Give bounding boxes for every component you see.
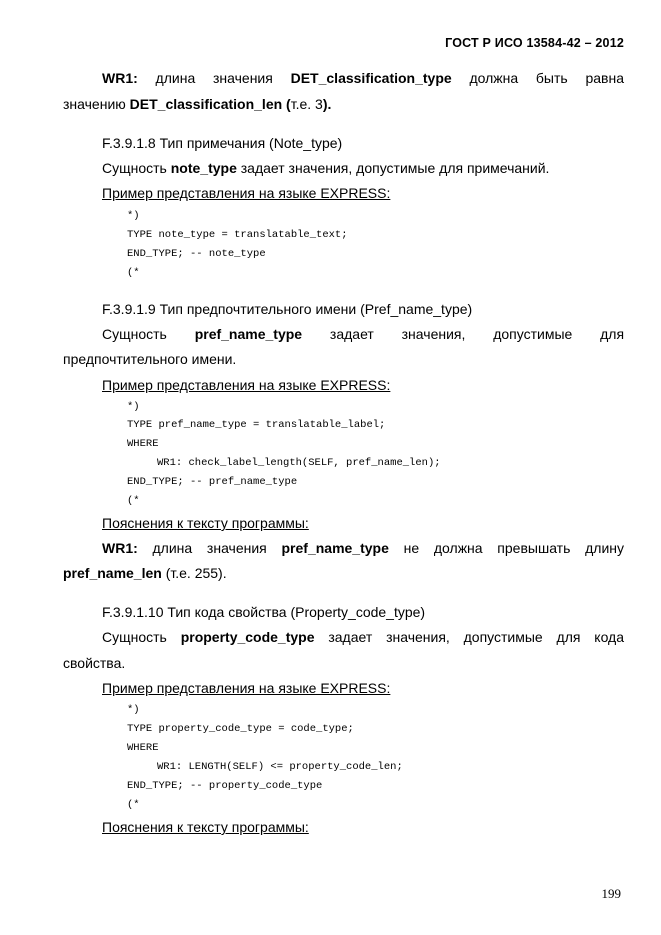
explanation-label: Пояснения к тексту программы:: [102, 515, 309, 531]
wr1-det-paragraph-line2: значению DET_classification_len (т.е. 3).: [63, 96, 332, 112]
code-line: (*: [127, 495, 140, 507]
code-line: WHERE: [127, 438, 159, 450]
standard-header: ГОСТ Р ИСО 13584-42 – 2012: [445, 36, 624, 50]
section-heading-note-type: F.3.9.1.8 Тип примечания (Note_type): [102, 135, 343, 151]
code-line: TYPE note_type = translatable_text;: [127, 229, 348, 241]
page-number: 199: [601, 886, 621, 901]
pref-name-type-term: pref_name_type: [281, 540, 389, 556]
det-classification-len-term: DET_classification_len: [129, 96, 283, 112]
explanation-label: Пояснения к тексту программы:: [102, 819, 309, 835]
property-code-type-term: property_code_type: [180, 629, 315, 645]
code-line: (*: [127, 267, 140, 279]
wr1-label: WR1:: [102, 540, 138, 556]
wr1-label: WR1:: [102, 70, 138, 86]
code-line: END_TYPE; -- pref_name_type: [127, 476, 298, 488]
code-line: TYPE property_code_type = code_type;: [127, 723, 354, 735]
code-line: *): [127, 210, 140, 222]
section-heading-pref-name-type: F.3.9.1.9 Тип предпочтительного имени (Pref_name_type): [102, 301, 473, 317]
code-line: (*: [127, 799, 140, 811]
pref-name-type-term: pref_name_type: [194, 326, 303, 342]
example-label: Пример представления на языке EXPRESS:: [102, 185, 391, 201]
code-line: TYPE pref_name_type = translatable_label;: [127, 419, 386, 431]
pref-name-len-term: pref_name_len: [63, 565, 162, 581]
det-classification-type-term: DET_classification_type: [290, 70, 452, 86]
property-code-type-description-line1: Сущность property_code_type задает значения, допустимые для кода: [102, 629, 624, 645]
code-line: *): [127, 401, 140, 413]
code-line: WHERE: [127, 742, 159, 754]
code-line: WR1: LENGTH(SELF) <= property_code_len;: [157, 761, 403, 773]
wr1-pref-name-line2: pref_name_len (т.е. 255).: [63, 565, 227, 581]
section-heading-property-code-type: F.3.9.1.10 Тип кода свойства (Property_code_type): [102, 604, 426, 620]
code-line: END_TYPE; -- property_code_type: [127, 780, 323, 792]
example-label: Пример представления на языке EXPRESS:: [102, 680, 391, 696]
note-type-term: note_type: [170, 160, 237, 176]
wr1-pref-name-line1: WR1: длина значения pref_name_type не должна превышать длину: [102, 540, 624, 556]
pref-name-type-description-line1: Сущность pref_name_type задает значения, допустимые для: [102, 326, 625, 342]
example-label: Пример представления на языке EXPRESS:: [102, 377, 391, 393]
note-type-description: Сущность note_type задает значения, допустимые для примечаний.: [102, 160, 550, 176]
property-code-type-description-line2: свойства.: [63, 655, 126, 671]
code-line: WR1: check_label_length(SELF, pref_name_len);: [157, 457, 441, 469]
code-line: END_TYPE; -- note_type: [127, 248, 266, 260]
wr1-det-paragraph-line1: WR1: длина значения DET_classification_type должна быть равна: [102, 70, 624, 86]
pref-name-type-description-line2: предпочтительного имени.: [63, 351, 237, 367]
code-line: *): [127, 704, 140, 716]
